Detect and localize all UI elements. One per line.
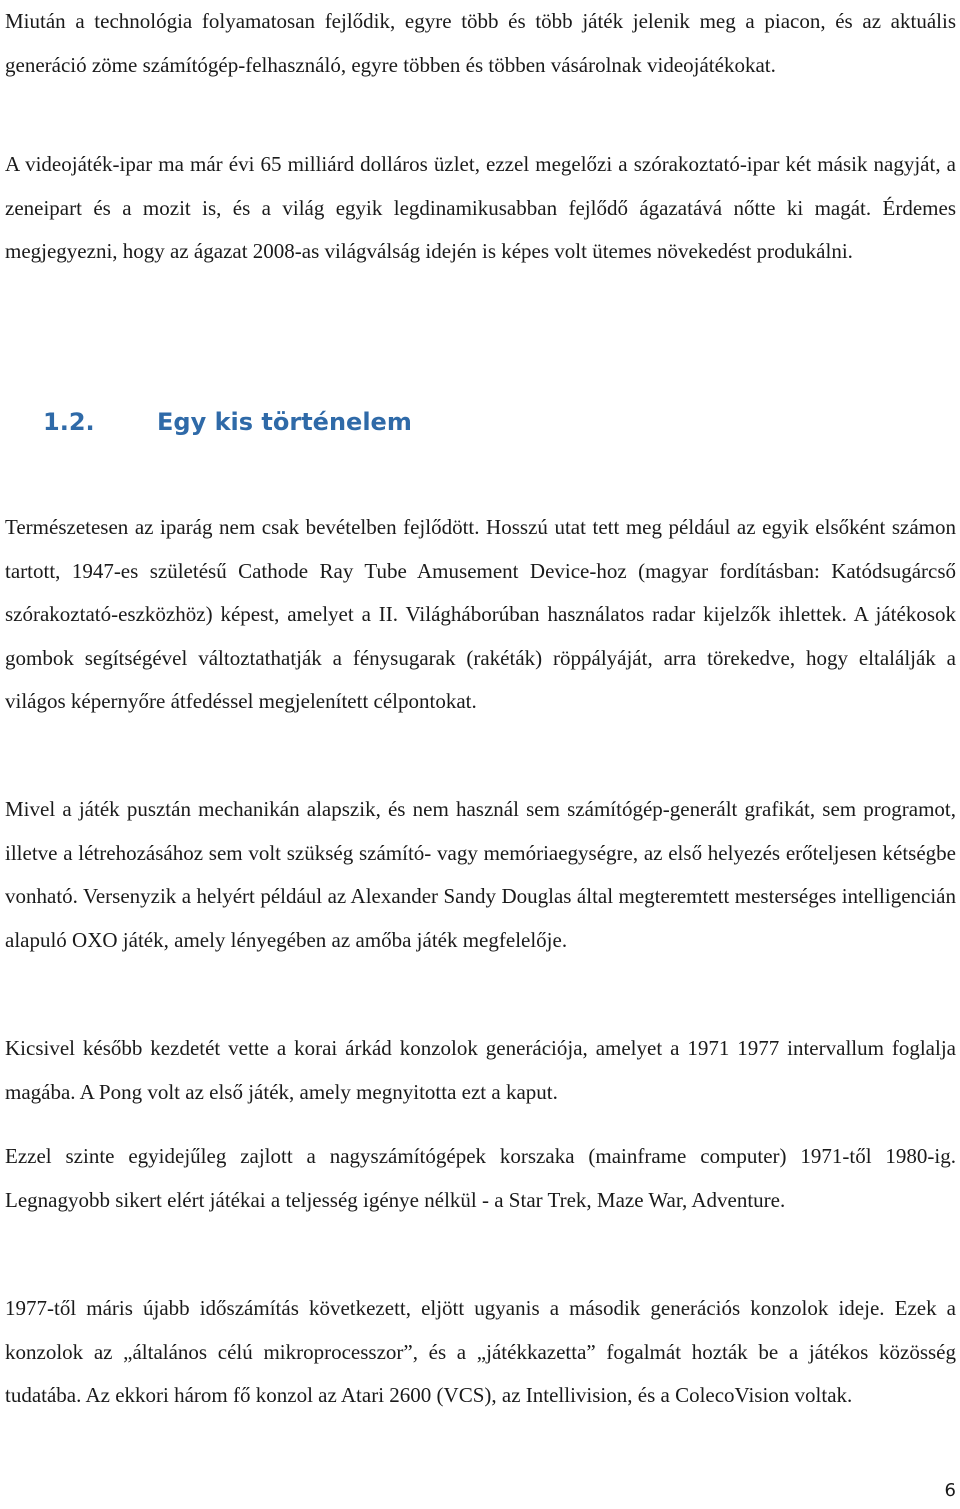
page-number: 6 <box>944 1480 956 1501</box>
section-heading <box>43 408 412 436</box>
paragraph-industry-size: A videojáték-ipar ma már évi 65 milliárd dolláros üzlet, ezzel megelőzi a szórakoztató-ipar két másik nagyját, a zeneipart és a mozit is, és a világ egyik legdinamikusabban fejlődő ágazatává nőtte ki magát. Érdemes megjegyezni, hogy az ágazat 2008-as világválság idején is képes volt ütemes növekedést produkálni. <box>5 152 956 264</box>
paragraph-intro: Miután a technológia folyamatosan fejlődik, egyre több és több játék jelenik meg a piacon, és az aktuális generáció zöme számítógép-felhasználó, egyre többen és többen vásárolnak videojátékokat. <box>5 9 956 77</box>
section-title: Egy kis történelem <box>157 408 412 436</box>
paragraph-crt-device: Természetesen az iparág nem csak bevételben fejlődött. Hosszú utat tett meg például az egyik elsőként számon tartott, 1947-es születésű Cathode Ray Tube Amusement Device-hoz (magyar fordításban: Katódsugárcső szórakoztató-eszközhöz) képest, amelyet a II. Világháborúban használatos radar kijelzők ihlettek. A játékosok gombok segítségével változtathatják a fénysugarak (rakéták) röppályáját, arra törekedve, hogy eltalálják a világos képernyőre átfedéssel megjelenített célpontokat. <box>5 515 956 714</box>
paragraph-second-generation: 1977-től máris újabb időszámítás következett, eljött ugyanis a második generációs konzolok ideje. Ezek a konzolok az „általános célú mikroprocesszor”, és a „játékkazetta” fogalmát hozták be a játékos közösség tudatába. Az ekkori három fő konzol az Atari 2600 (VCS), az Intellivision, és a ColecoVision voltak. <box>5 1296 956 1408</box>
paragraph-arcade-generation: Kicsivel később kezdetét vette a korai árkád konzolok generációja, amelyet a 1971 1977 intervallum foglalja magába. A Pong volt az első játék, amely megnyitotta ezt a kaput. <box>5 1036 956 1104</box>
paragraph-mainframe-era: Ezzel szinte egyidejűleg zajlott a nagyszámítógépek korszaka (mainframe computer) 1971-től 1980-ig. Legnagyobb sikert elért játékai a teljesség igénye nélkül - a Star Trek, Maze War, Adventure. <box>5 1144 956 1212</box>
section-number: 1.2. <box>43 408 95 436</box>
paragraph-oxo-game: Mivel a játék pusztán mechanikán alapszik, és nem használ sem számítógép-generált grafikát, sem programot, illetve a létrehozásához sem volt szükség számító- vagy memóriaegységre, az első helyezés erőteljesen kétségbe vonható. Versenyzik a helyért például az Alexander Sandy Douglas által megteremtett mesterséges intelligencián alapuló OXO játék, amely lényegében az amőba játék megfelelője. <box>5 797 956 952</box>
